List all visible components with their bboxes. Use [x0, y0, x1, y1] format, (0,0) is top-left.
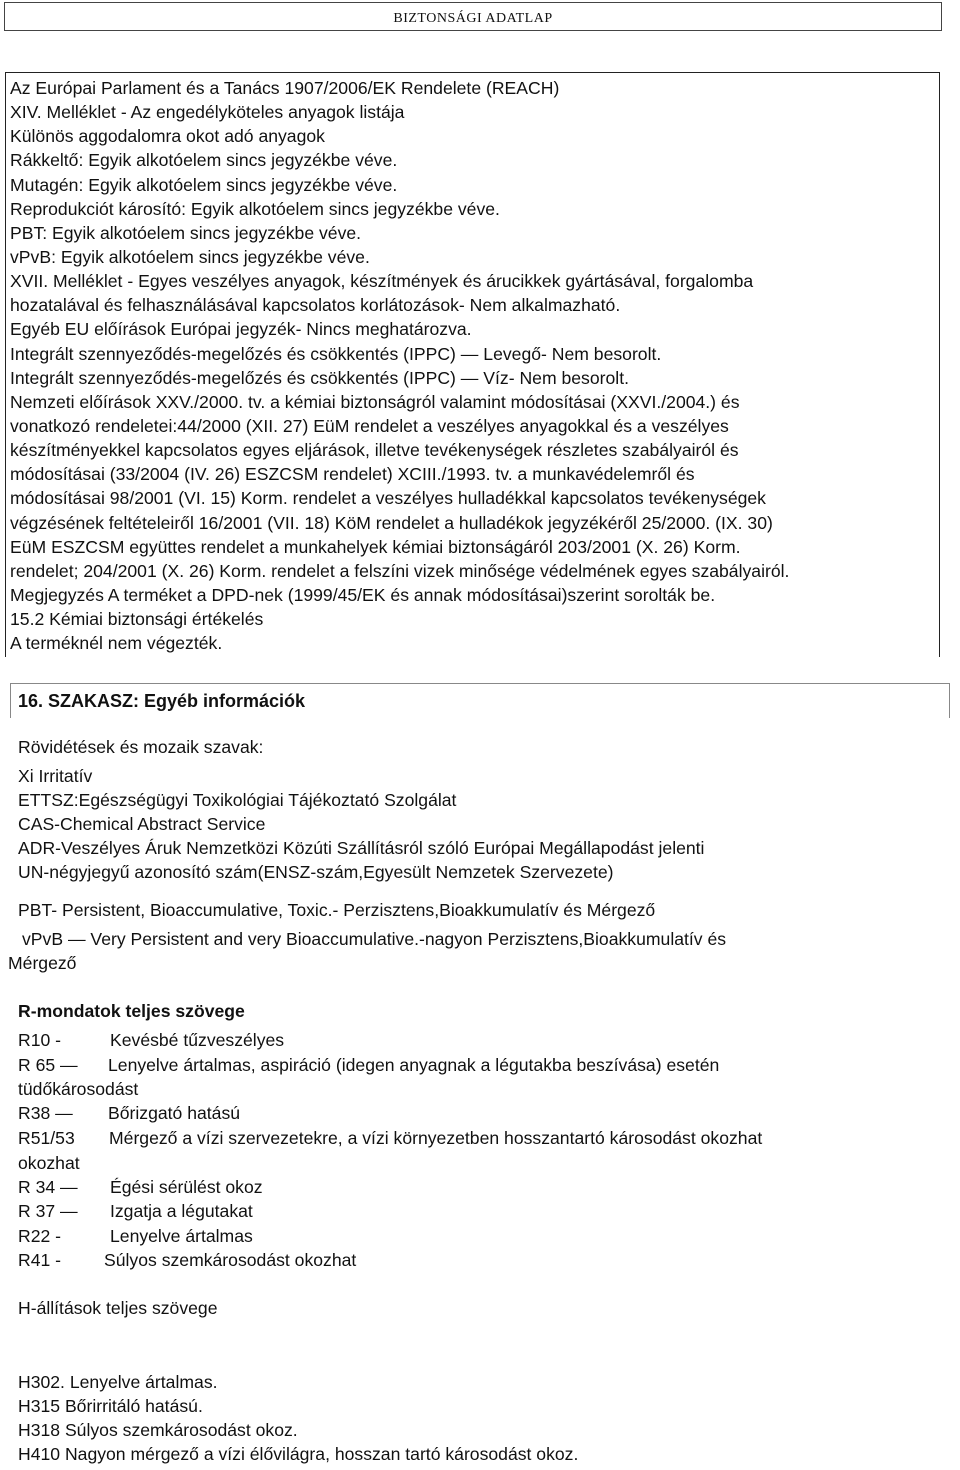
text-line: Megjegyzés A terméket a DPD-nek (1999/45/EK és annak módosításai)szerint sorolták be.	[10, 584, 716, 605]
r-phrase-code: R22 -	[18, 1226, 62, 1246]
text-line: hozatalával és felhasználásával kapcsolatos korlátozások- Nem alkalmazható.	[10, 295, 621, 316]
text-line: rendelet; 204/2001 (X. 26) Korm. rendelet a felszíni vizek minősége védelmének egyes szabályairól.	[10, 560, 790, 581]
r-phrase-text: Égési sérülést okoz	[110, 1177, 263, 1197]
section-16-title: 16. SZAKASZ: Egyéb információk	[18, 691, 306, 711]
r-phrase-code: R 37 —	[18, 1201, 78, 1221]
text-line: Mutagén: Egyik alkotóelem sincs jegyzékbe véve.	[10, 174, 398, 195]
abbreviation-item: Xi Irritatív	[18, 766, 93, 786]
text-line: végzésének feltételeiről 16/2001 (VII. 18) KöM rendelet a hulladékok jegyzékéről 25/2000. (IX. 30)	[10, 512, 773, 533]
h-statement: H410 Nagyon mérgező a vízi élővilágra, hosszan tartó károsodást okoz.	[18, 1444, 579, 1464]
text-line: Reprodukciót károsító: Egyik alkotóelem sincs jegyzékbe véve.	[10, 198, 500, 219]
h-statement: H315 Bőrirritáló hatású.	[18, 1396, 203, 1416]
text-line: Különös aggodalomra okot adó anyagok	[10, 126, 325, 147]
r-phrase-text: Lenyelve ártalmas	[110, 1226, 253, 1246]
text-line: Egyéb EU előírások Európai jegyzék- Nincs meghatározva.	[10, 319, 472, 340]
text-line: 15.2 Kémiai biztonsági értékelés	[10, 609, 264, 630]
pbt-definition: PBT- Persistent, Bioaccumulative, Toxic.- Perzisztens,Bioakkumulatív és Mérgező	[18, 900, 656, 920]
vpvb-definition-cont: Mérgező	[8, 953, 77, 973]
r-phrase-code: R41 -	[18, 1250, 62, 1270]
text-line: PBT: Egyik alkotóelem sincs jegyzékbe véve.	[10, 222, 362, 243]
r-phrase-code: R38 —	[18, 1103, 73, 1123]
r-phrase-text: Súlyos szemkárosodást okozhat	[104, 1250, 357, 1270]
r-phrase-text-cont: okozhat	[18, 1153, 80, 1173]
r-phrase-text: Bőrizgató hatású	[108, 1103, 241, 1123]
h-statements-heading: H-állítások teljes szövege	[18, 1298, 218, 1318]
text-line: Integrált szennyeződés-megelőzés és csökkentés (IPPC) — Víz- Nem besorolt.	[10, 367, 629, 388]
abbreviation-item: ADR-Veszélyes Áruk Nemzetközi Közúti Szállításról szóló Európai Megállapodást jelenti	[18, 838, 705, 858]
r-phrase-text-cont: tüdőkárosodást	[18, 1079, 139, 1099]
document-title: BIZTONSÁGI ADATLAP	[393, 11, 553, 26]
section-15-text	[10, 76, 940, 655]
h-statement: H318 Súlyos szemkárosodást okoz.	[18, 1420, 298, 1440]
text-line: vPvB: Egyik alkotóelem sincs jegyzékbe véve.	[10, 246, 370, 267]
r-phrase-text: Izgatja a légutakat	[110, 1201, 253, 1221]
text-line: EüM ESZCSM együttes rendelet a munkahelyek kémiai biztonságáról 203/2001 (X. 26) Korm.	[10, 536, 741, 557]
text-line: módosításai 98/2001 (VI. 15) Korm. rendelet a veszélyes hulladékkal kapcsolatos tevékenységek	[10, 488, 766, 509]
text-line: XVII. Melléklet - Egyes veszélyes anyagok, készítmények és árucikkek gyártásával, forgalomba	[10, 271, 754, 292]
r-phrase-code: R10 -	[18, 1030, 62, 1050]
vpvb-definition: vPvB — Very Persistent and very Bioaccumulative.-nagyon Perzisztens,Bioakkumulatív és	[22, 929, 727, 949]
r-phrase-text: Kevésbé tűzveszélyes	[110, 1030, 285, 1050]
text-line: készítményekkel kapcsolatos egyes eljárások, illetve tevékenységek részletes szabályairól és	[10, 440, 739, 461]
text-line: Rákkeltő: Egyik alkotóelem sincs jegyzékbe véve.	[10, 150, 398, 171]
abbreviation-item: UN-négyjegyű azonosító szám(ENSZ-szám,Egyesült Nemzetek Szervezete)	[18, 862, 614, 882]
text-line: Integrált szennyeződés-megelőzés és csökkentés (IPPC) — Levegő- Nem besorolt.	[10, 343, 662, 364]
r-phrases-heading: R-mondatok teljes szövege	[18, 1001, 245, 1021]
text-line: Az Európai Parlament és a Tanács 1907/2006/EK Rendelete (REACH)	[10, 78, 560, 98]
r-phrase-code: R 34 —	[18, 1177, 78, 1197]
abbreviations-heading: Rövidétések és mozaik szavak:	[18, 737, 264, 757]
r-phrase-text: Lenyelve ártalmas, aspiráció (idegen anyagnak a légutakba beszívása) esetén	[108, 1055, 720, 1075]
text-line: A terméknél nem végezték.	[10, 633, 223, 654]
page-header	[4, 2, 942, 31]
text-line: Nemzeti előírások XXV./2000. tv. a kémiai biztonságról valamint módosításai (XXVI./2004.) és	[10, 391, 740, 412]
abbreviation-item: ETTSZ:Egészségügyi Toxikológiai Tájékoztató Szolgálat	[18, 790, 457, 810]
r-phrase-code: R51/53	[18, 1128, 75, 1148]
r-phrase-code: R 65 —	[18, 1055, 78, 1075]
text-line: módosításai (33/2004 (IV. 26) ESZCSM rendelet) XCIII./1993. tv. a munkavédelemről és	[10, 464, 695, 485]
r-phrase-text: Mérgező a vízi szervezetekre, a vízi környezetben hosszantartó károsodást okozhat	[109, 1128, 763, 1148]
text-line: XIV. Melléklet - Az engedélyköteles anyagok listája	[10, 102, 405, 123]
abbreviation-item: CAS-Chemical Abstract Service	[18, 814, 266, 834]
h-statement: H302. Lenyelve ártalmas.	[18, 1372, 218, 1392]
text-line: vonatkozó rendeletei:44/2000 (XII. 27) EüM rendelet a veszélyes anyagokkal és a veszélyes	[10, 415, 729, 436]
